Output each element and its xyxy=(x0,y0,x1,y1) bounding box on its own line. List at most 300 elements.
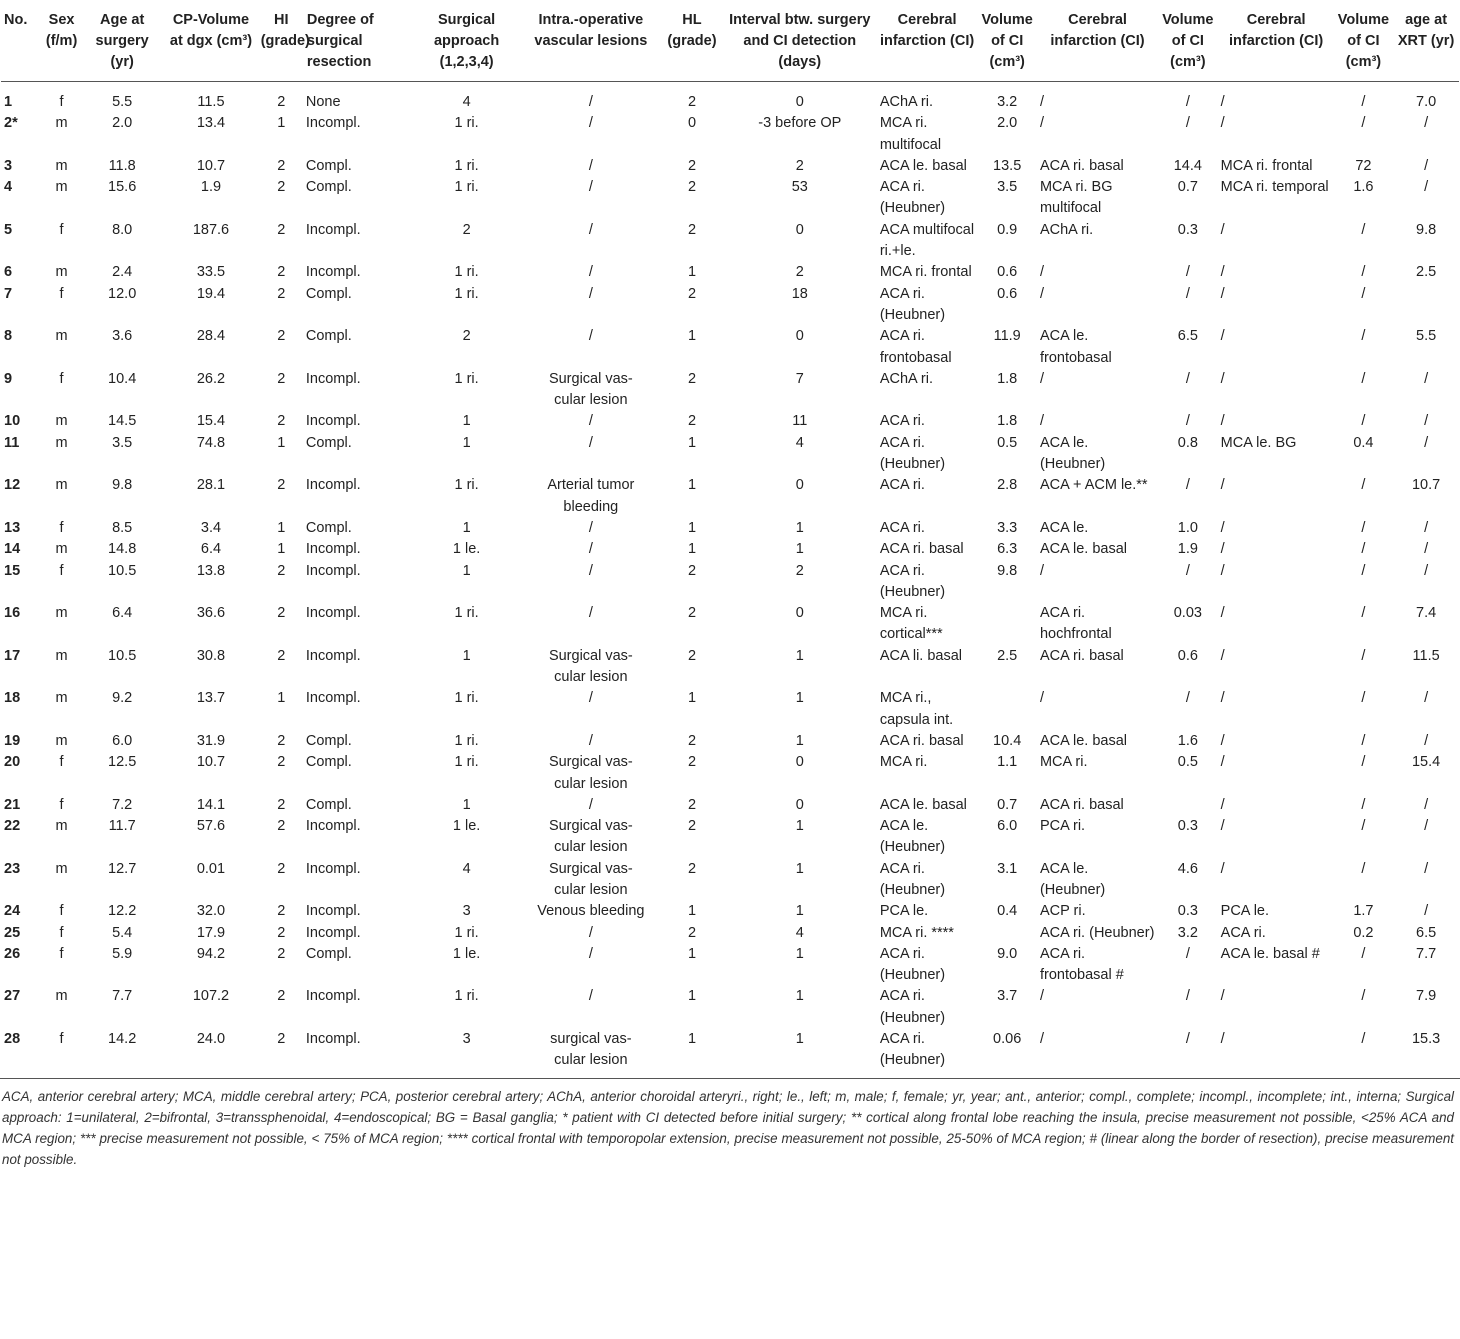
table-cell: m xyxy=(55,477,68,494)
table-cell: 1 xyxy=(462,647,471,664)
table-cell: 7.9 xyxy=(1416,988,1437,1005)
table-cell: 1.9 xyxy=(1177,541,1198,558)
table-cell: Incompl. xyxy=(305,1031,361,1048)
table-cell: 1 xyxy=(277,115,286,132)
column-header: CP-Volume at dgx (cm³) xyxy=(163,0,258,82)
table-cell: / xyxy=(588,541,593,558)
column-header: Volume of CI (cm³) xyxy=(1157,0,1219,82)
table-cell: / xyxy=(1361,115,1366,132)
table-cell: / xyxy=(1185,1031,1190,1048)
table-cell: / xyxy=(588,157,593,174)
table-cell: 2 xyxy=(277,413,286,430)
table-cell: Incompl. xyxy=(305,605,361,622)
table-cell: ACA ri. frontobasal # xyxy=(1039,945,1124,984)
table-cell: m xyxy=(55,157,68,174)
table-cell: 2 xyxy=(687,94,697,110)
table-cell: ACA ri. basal xyxy=(1039,157,1124,174)
table-cell: 1 xyxy=(795,860,804,877)
header-row xyxy=(1,0,1459,82)
table-cell: f xyxy=(59,370,64,387)
table-cell: / xyxy=(1424,818,1429,835)
table-cell: 14 xyxy=(4,541,21,558)
table-cell: 3.7 xyxy=(997,988,1018,1005)
table-cell: 187.6 xyxy=(192,221,230,238)
table-cell: MCA ri. temporal xyxy=(1220,179,1329,196)
data-table xyxy=(1,0,1459,1078)
table-cell: 3.3 xyxy=(997,519,1018,536)
table-cell: / xyxy=(1424,732,1429,749)
table-cell: Compl. xyxy=(305,285,352,302)
table-row xyxy=(1,795,1459,816)
table-cell: 0 xyxy=(795,221,804,238)
table-cell: 57.6 xyxy=(196,818,226,835)
table-cell: / xyxy=(1220,115,1225,132)
table-cell: / xyxy=(1185,945,1190,962)
table-cell: 74.8 xyxy=(196,434,226,451)
table-cell: m xyxy=(55,647,68,664)
table-cell: / xyxy=(1361,541,1366,558)
table-cell: / xyxy=(1185,370,1190,387)
table-cell: / xyxy=(1361,732,1366,749)
table-cell: ACA le. basal xyxy=(879,796,967,813)
table-cell: 23 xyxy=(4,860,21,877)
table-cell: 24 xyxy=(4,903,21,920)
table-cell: / xyxy=(1039,988,1044,1005)
table-cell: 2 xyxy=(277,94,286,110)
table-cell: ACP ri. xyxy=(1039,903,1086,920)
table-cell: 4 xyxy=(462,860,471,877)
table-cell: m xyxy=(55,732,68,749)
column-header: Sex (f/m) xyxy=(42,0,81,82)
table-cell: m xyxy=(55,434,68,451)
table-cell: 2 xyxy=(277,818,286,835)
table-cell: 72 xyxy=(1355,157,1372,174)
table-cell: 10.5 xyxy=(108,562,137,579)
table-cell: 3.1 xyxy=(997,860,1018,877)
table-cell: / xyxy=(1039,94,1044,110)
table-cell: 9.2 xyxy=(112,690,133,707)
table-cell: / xyxy=(1220,94,1225,110)
table-cell: 5.4 xyxy=(112,924,133,941)
table-row xyxy=(1,646,1459,689)
table-cell: m xyxy=(55,413,68,430)
table-cell: ACA ri. (Heubner) xyxy=(879,562,946,600)
table-cell: 2 xyxy=(687,605,697,622)
table-cell: / xyxy=(1424,115,1429,132)
table-cell: 10 xyxy=(4,413,21,430)
table-cell: / xyxy=(1185,285,1190,302)
table-cell: 1 ri. xyxy=(454,605,479,622)
table-cell: / xyxy=(1185,94,1190,110)
table-cell: ACA le. (Heubner) xyxy=(879,818,946,856)
table-cell: 1 xyxy=(687,1031,697,1048)
table-cell: 3.2 xyxy=(1177,924,1198,941)
table-cell: 10.4 xyxy=(993,732,1022,749)
table-cell: 2.0 xyxy=(112,115,133,132)
table-cell: / xyxy=(1220,988,1225,1005)
table-cell: Compl. xyxy=(305,732,352,749)
table-cell: PCA le. xyxy=(879,903,929,920)
table-cell: 3 xyxy=(462,1031,471,1048)
table-cell: / xyxy=(1039,562,1044,579)
table-cell: 2 xyxy=(277,945,286,962)
table-cell: f xyxy=(59,924,64,941)
table-cell: 2.5 xyxy=(997,647,1018,664)
table-cell: / xyxy=(1424,541,1429,558)
table-cell xyxy=(1393,284,1459,327)
table-cell: / xyxy=(1361,988,1366,1005)
table-cell: Incompl. xyxy=(305,860,361,877)
table-cell: ACA le. basal # xyxy=(1220,945,1320,962)
table-cell: / xyxy=(1220,221,1225,238)
table-cell: / xyxy=(1185,988,1190,1005)
table-cell: / xyxy=(1424,519,1429,536)
table-cell: ACA le. (Heubner) xyxy=(1039,434,1106,473)
table-cell: 9.8 xyxy=(112,477,133,494)
table-cell: 28.4 xyxy=(196,328,226,345)
table-cell: 7.2 xyxy=(112,796,133,813)
table-cell: 0.06 xyxy=(993,1031,1022,1048)
table-cell: / xyxy=(1361,647,1366,664)
table-cell: 11.9 xyxy=(993,328,1021,345)
table-cell: 13.5 xyxy=(993,157,1022,174)
table-cell: / xyxy=(1361,285,1366,302)
table-cell: ACA le. (Heubner) xyxy=(1039,860,1106,898)
table-cell: / xyxy=(588,690,593,707)
table-cell: 1.8 xyxy=(997,413,1018,430)
table-cell: 2 xyxy=(687,860,697,877)
table-cell: ACA li. basal xyxy=(879,647,963,664)
table-cell: / xyxy=(1220,818,1225,835)
table-cell: Incompl. xyxy=(305,264,361,281)
table-cell: Compl. xyxy=(305,754,352,771)
table-cell: f xyxy=(59,903,64,920)
column-header: Cerebral infarction (CI) xyxy=(878,0,977,82)
table-cell: / xyxy=(1361,370,1366,387)
table-cell: 2 xyxy=(277,285,286,302)
table-cell: ACA le. xyxy=(1039,519,1089,536)
table-cell: / xyxy=(1039,115,1044,132)
table-row xyxy=(1,113,1459,156)
table-cell: m xyxy=(55,818,68,835)
table-cell: 28.1 xyxy=(196,477,226,494)
table-cell: 6.4 xyxy=(200,541,222,558)
table-cell: 0 xyxy=(795,796,804,813)
table-cell: 1 le. xyxy=(452,818,481,835)
table-cell: / xyxy=(1220,541,1225,558)
table-cell: 0.6 xyxy=(1177,647,1198,664)
table-cell: AChA ri. xyxy=(879,94,933,110)
table-cell: ACA ri. hochfrontal xyxy=(1039,605,1112,643)
table-cell: MCA ri. xyxy=(879,754,928,771)
table-row xyxy=(1,284,1459,327)
table-cell: / xyxy=(1424,157,1429,174)
column-header: HL (grade) xyxy=(662,0,722,82)
table-cell: ACA ri. basal xyxy=(879,541,964,558)
table-cell: 14.8 xyxy=(108,541,137,558)
table-cell: 0.5 xyxy=(1177,754,1198,771)
table-cell: / xyxy=(1220,690,1225,707)
table-cell: 10.7 xyxy=(196,157,226,174)
table-cell: m xyxy=(55,264,68,281)
table-cell: 2 xyxy=(795,157,804,174)
table-cell: ACA ri. frontobasal xyxy=(879,328,952,366)
table-cell: 0 xyxy=(795,477,804,494)
table-cell: 1 le. xyxy=(452,541,481,558)
table-cell: MCA ri., capsula int. xyxy=(879,690,954,728)
table-cell: / xyxy=(1220,732,1225,749)
table-cell: m xyxy=(55,328,68,345)
table-cell: 12.2 xyxy=(108,903,137,920)
table-cell: 1 xyxy=(462,434,471,451)
table-cell: 3 xyxy=(462,903,471,920)
table-cell: 2 xyxy=(277,796,286,813)
table-row xyxy=(1,539,1459,560)
table-cell: 0 xyxy=(795,605,804,622)
table-cell: f xyxy=(59,796,64,813)
table-cell: 1 le. xyxy=(452,945,481,962)
table-cell: / xyxy=(588,732,593,749)
table-cell: 2 xyxy=(277,1031,286,1048)
table-cell: / xyxy=(1361,264,1366,281)
table-cell: Incompl. xyxy=(305,924,361,941)
table-cell: 25 xyxy=(4,924,21,941)
table-cell: 8.5 xyxy=(112,519,133,536)
table-cell: / xyxy=(1220,1031,1225,1048)
column-header: Surgical approach (1,2,3,4) xyxy=(414,0,520,82)
table-cell: / xyxy=(1361,796,1366,813)
table-row xyxy=(1,561,1459,604)
table-cell xyxy=(1157,795,1219,816)
column-header: Cerebral infarction (CI) xyxy=(1038,0,1157,82)
table-cell: Venous bleeding xyxy=(537,903,645,920)
table-cell: / xyxy=(1220,796,1225,813)
table-cell: 2 xyxy=(277,477,286,494)
table-cell: 0.3 xyxy=(1177,818,1198,835)
table-cell: / xyxy=(588,945,593,962)
table-cell: ACA ri. (Heubner) xyxy=(879,179,946,217)
table-cell: m xyxy=(55,690,68,707)
table-cell: f xyxy=(59,519,64,536)
table-footnote: ACA, anterior cerebral artery; MCA, middle cerebral artery; PCA, posterior cerebral artery; AChA, anterior choroidal arteryri., right; le., left; m, male; f, female; yr, year; ant., anterior; compl., complete; incompl., incomplete; int., interna; Surgical approach: 1=unilateral, 2=bifrontal, 3=transsphenoidal, 4=endoscopical; BG = Basal ganglia; * patient with CI detected before initial surgery; ** cortical along frontal lobe reaching the insula, precise measurement not possible, <25% ACA and MCA region; *** precise measurement not possible, < 75% of MCA region; **** cortical frontal with temporopolar extension, precise measurement not possible, 25-50% of MCA region; # (linear along the border of resection), precise measurement not possible. xyxy=(2,1088,1454,1167)
table-cell: 2* xyxy=(4,115,18,132)
table-cell: / xyxy=(1361,605,1366,622)
table-cell: 1 ri. xyxy=(454,732,479,749)
table-cell: 19 xyxy=(4,732,21,749)
table-cell: 1 ri. xyxy=(454,264,479,281)
table-cell: 7.0 xyxy=(1416,94,1437,110)
table-cell: Incompl. xyxy=(305,413,361,430)
table-cell: 1 ri. xyxy=(454,115,479,132)
table-cell: / xyxy=(588,519,593,536)
table-cell: 0.4 xyxy=(1353,434,1374,451)
table-cell: 1 xyxy=(687,903,697,920)
table-cell: 5 xyxy=(4,221,13,238)
table-cell: 0 xyxy=(795,754,804,771)
table-row xyxy=(1,923,1459,944)
table-cell: 0.2 xyxy=(1353,924,1374,941)
table-cell: m xyxy=(55,605,68,622)
table-cell: Incompl. xyxy=(305,562,361,579)
table-cell: MCA ri. xyxy=(1039,754,1088,771)
table-cell: / xyxy=(1361,754,1366,771)
table-cell: ACA ri. (Heubner) xyxy=(1039,924,1155,941)
table-cell: / xyxy=(1361,945,1366,962)
table-cell: 1.9 xyxy=(200,179,222,196)
table-cell: Surgical vas- cular lesion xyxy=(548,818,633,856)
table-cell: 1.6 xyxy=(1177,732,1198,749)
table-cell: / xyxy=(1220,370,1225,387)
table-cell: 11.7 xyxy=(108,818,136,835)
table-cell: / xyxy=(1220,860,1225,877)
table-cell: / xyxy=(1220,264,1225,281)
table-cell: Compl. xyxy=(305,519,352,536)
table-row xyxy=(1,326,1459,369)
table-row xyxy=(1,156,1459,177)
table-cell: / xyxy=(588,115,593,132)
table-cell: MCA ri. BG multifocal xyxy=(1039,179,1113,217)
table-cell: 1 xyxy=(795,1031,804,1048)
table-cell: 1 xyxy=(795,903,804,920)
table-cell: 28 xyxy=(4,1031,21,1048)
table-cell: / xyxy=(588,434,593,451)
table-cell: 3.5 xyxy=(997,179,1018,196)
table-cell: Incompl. xyxy=(305,370,361,387)
table-cell: MCA le. BG xyxy=(1220,434,1297,451)
table-cell: 0.3 xyxy=(1177,903,1198,920)
table-cell: / xyxy=(1220,413,1225,430)
table-cell: 15.6 xyxy=(108,179,137,196)
table-row xyxy=(1,1029,1459,1078)
table-cell: 1 xyxy=(687,519,697,536)
table-cell: 21 xyxy=(4,796,21,813)
table-cell: 1 ri. xyxy=(454,754,479,771)
table-cell: / xyxy=(1039,370,1044,387)
table-cell: 1 ri. xyxy=(454,370,479,387)
table-cell: 1 xyxy=(795,690,804,707)
table-cell: Incompl. xyxy=(305,647,361,664)
table-cell: Arterial tumor bleeding xyxy=(547,477,635,515)
table-cell: / xyxy=(1361,1031,1366,1048)
table-cell: 0.3 xyxy=(1177,221,1198,238)
table-cell: / xyxy=(1424,860,1429,877)
column-header: HI (grade) xyxy=(259,0,304,82)
table-cell: MCA ri. cortical*** xyxy=(879,605,943,643)
table-cell: 0.8 xyxy=(1177,434,1198,451)
table-cell: Compl. xyxy=(305,328,352,345)
table-cell: 7.4 xyxy=(1416,605,1437,622)
table-cell: ACA ri. (Heubner) xyxy=(879,1031,946,1069)
table-cell: 1 xyxy=(687,945,697,962)
table-cell: 15.3 xyxy=(1411,1031,1441,1048)
table-cell: 2 xyxy=(795,562,804,579)
table-cell: 1 ri. xyxy=(454,285,479,302)
table-row xyxy=(1,816,1459,859)
table-cell: 1 xyxy=(462,796,471,813)
table-cell: ACA le. basal xyxy=(1039,732,1128,749)
table-cell: / xyxy=(588,605,593,622)
table-cell: / xyxy=(588,562,593,579)
table-cell: 2 xyxy=(277,732,286,749)
table-cell: 1 xyxy=(277,519,286,536)
table-cell: / xyxy=(1220,328,1225,345)
table-cell: 1 xyxy=(795,945,804,962)
table-cell: Incompl. xyxy=(305,690,361,707)
table-cell: 17.9 xyxy=(196,924,226,941)
table-cell: 6.0 xyxy=(997,818,1018,835)
table-cell: AChA ri. xyxy=(879,370,933,387)
table-cell: 2 xyxy=(687,647,697,664)
table-cell: / xyxy=(588,179,593,196)
table-cell: f xyxy=(59,94,64,110)
table-cell: 3.2 xyxy=(997,94,1018,110)
table-cell: 2 xyxy=(687,370,697,387)
table-cell: f xyxy=(59,945,64,962)
table-cell: 6.3 xyxy=(997,541,1018,558)
table-cell: MCA ri. **** xyxy=(879,924,954,941)
column-header: Volume of CI (cm³) xyxy=(1334,0,1394,82)
table-cell: 1 xyxy=(277,690,286,707)
table-cell: Incompl. xyxy=(305,988,361,1005)
table-cell: / xyxy=(1361,818,1366,835)
table-cell: 2 xyxy=(687,157,697,174)
table-cell: 0.6 xyxy=(997,285,1018,302)
table-cell: Compl. xyxy=(305,434,352,451)
table-cell: 14.2 xyxy=(108,1031,137,1048)
table-cell: 1 xyxy=(687,264,697,281)
table-cell: m xyxy=(55,541,68,558)
table-row xyxy=(1,859,1459,902)
table-cell: 2 xyxy=(687,732,697,749)
table-cell: 1 xyxy=(462,413,471,430)
table-cell: 1.8 xyxy=(997,370,1018,387)
table-cell: ACA le. basal xyxy=(1039,541,1128,558)
table-cell: / xyxy=(1185,264,1190,281)
table-cell: / xyxy=(1185,477,1190,494)
table-cell xyxy=(976,923,1038,944)
table-cell: 7 xyxy=(795,370,804,387)
table-cell: 1.1 xyxy=(997,754,1018,771)
table-cell: / xyxy=(1361,519,1366,536)
table-cell: / xyxy=(1220,754,1225,771)
table-cell: / xyxy=(1220,519,1225,536)
table-cell xyxy=(976,603,1038,646)
table-cell: 13.8 xyxy=(196,562,226,579)
table-cell: Surgical vas- cular lesion xyxy=(548,754,633,792)
table-cell: 22 xyxy=(4,818,21,835)
table-cell: Compl. xyxy=(305,796,352,813)
table-row xyxy=(1,262,1459,283)
table-row xyxy=(1,688,1459,731)
table-cell: 8.0 xyxy=(112,221,133,238)
table-row xyxy=(1,901,1459,922)
table-row xyxy=(1,220,1459,263)
table-cell: ACA le. frontobasal xyxy=(1039,328,1112,366)
table-cell: 12.7 xyxy=(108,860,137,877)
table-cell: / xyxy=(1185,690,1190,707)
table-cell: 3 xyxy=(4,157,13,174)
table-cell: 10.5 xyxy=(108,647,137,664)
column-header: Intra.-operative vascular lesions xyxy=(519,0,662,82)
table-cell: 2 xyxy=(277,988,286,1005)
table-cell: 2 xyxy=(277,157,286,174)
table-cell: 0.4 xyxy=(997,903,1018,920)
table-cell: 11.5 xyxy=(197,94,225,110)
table-cell: / xyxy=(1424,434,1429,451)
table-cell: 7 xyxy=(4,285,13,302)
table-cell: AChA ri. xyxy=(1039,221,1094,238)
table-cell: / xyxy=(1361,562,1366,579)
